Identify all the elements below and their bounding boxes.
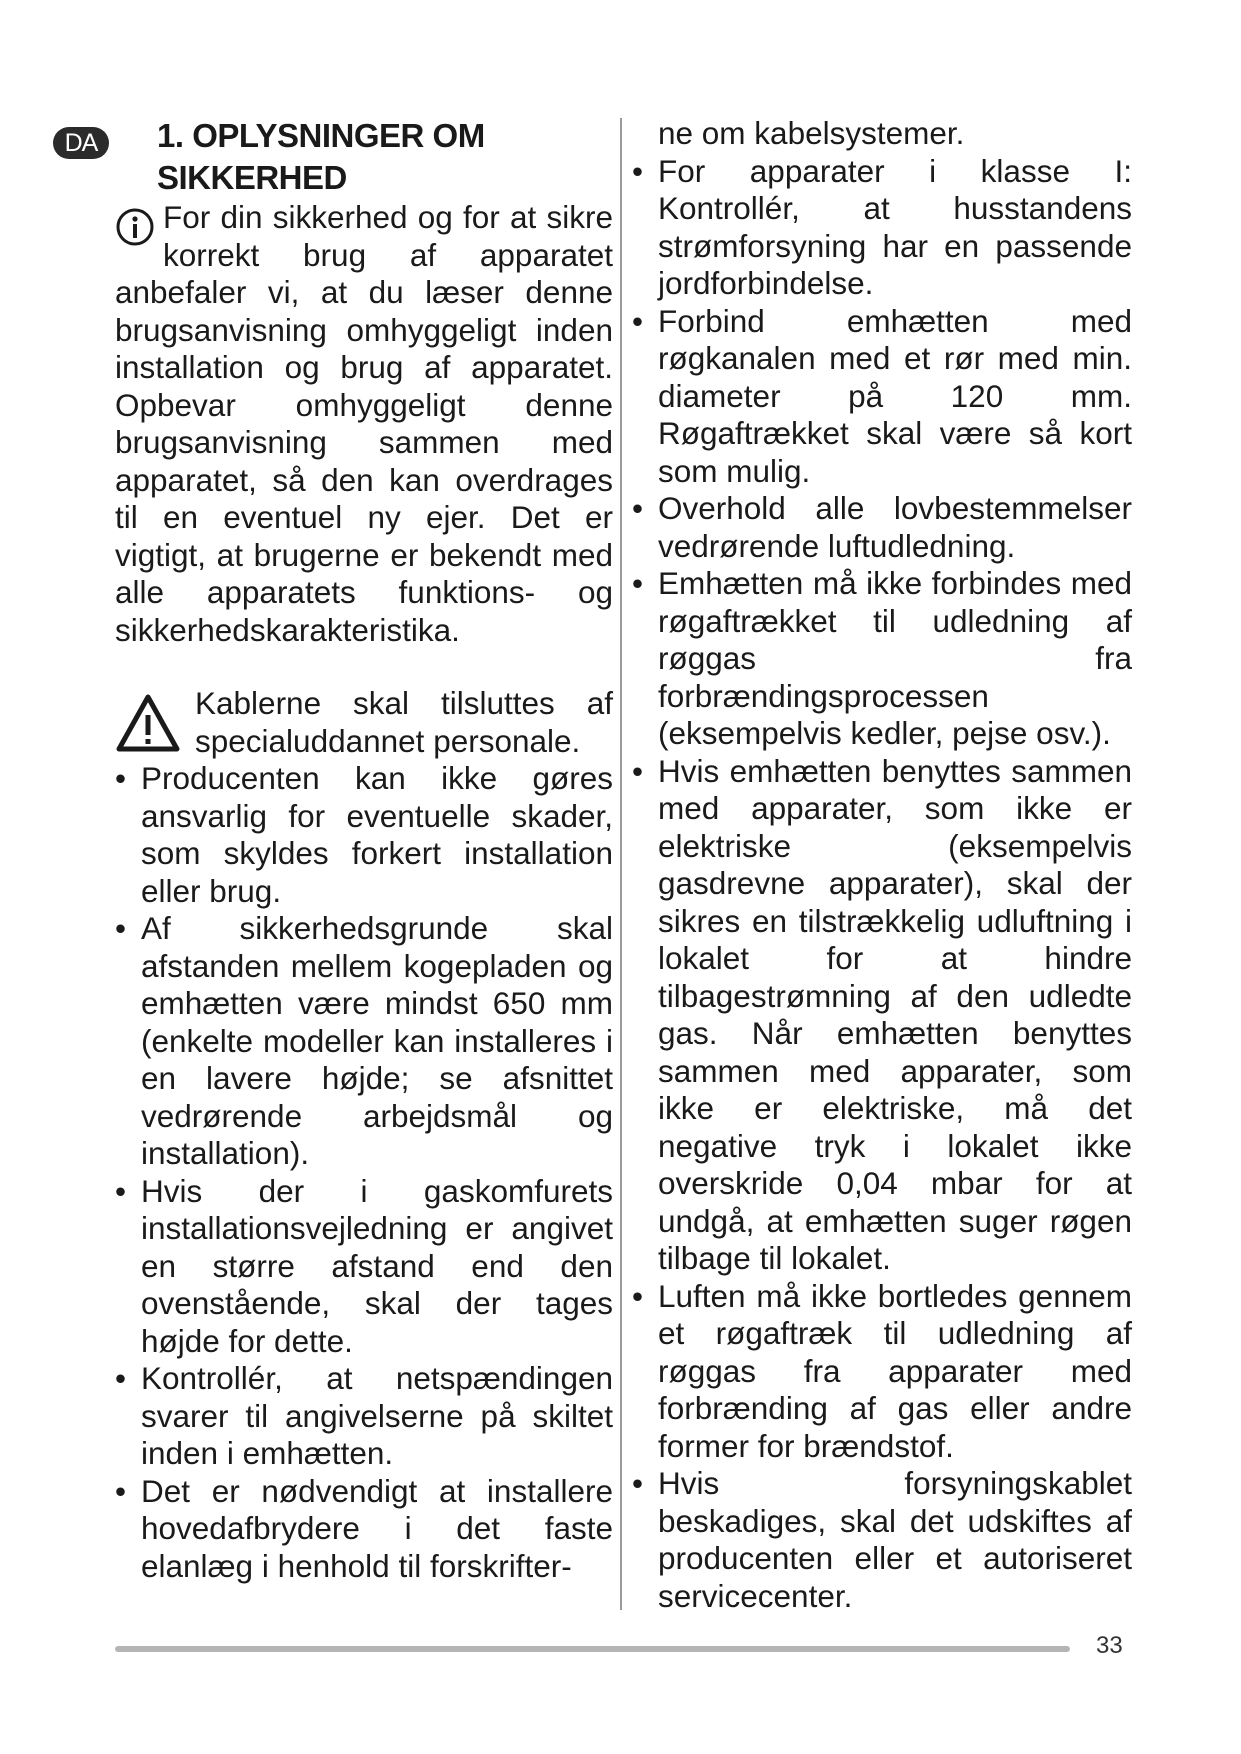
bullet-icon: •: [115, 910, 127, 946]
list-item: [632, 303, 1132, 491]
left-bullet-list: [115, 760, 613, 1585]
list-item: [115, 1173, 613, 1361]
bullet-icon: •: [115, 1360, 127, 1396]
warning-text: Kablerne skal tilsluttes af specialuddannet personale.: [195, 685, 613, 759]
intro-paragraph: [115, 199, 613, 649]
list-item: [115, 1473, 613, 1586]
bullet-icon: •: [632, 1465, 644, 1501]
warning-triangle-icon: [115, 693, 181, 753]
bullet-icon: •: [632, 302, 644, 339]
section-title-line1: 1. OPLYSNINGER OM: [157, 117, 485, 154]
bullet-icon: •: [115, 1172, 127, 1209]
bullet-icon: •: [632, 1277, 644, 1314]
list-item: [632, 753, 1132, 1278]
bullet-icon: •: [115, 1472, 127, 1509]
right-column: [632, 115, 1132, 1615]
warning-note: [115, 685, 613, 760]
bullet-icon: •: [115, 760, 127, 796]
column-divider: [620, 118, 622, 1610]
continued-text: ne om kabelsystemer.: [658, 115, 965, 151]
list-item: [632, 565, 1132, 753]
page-number: 33: [1096, 1632, 1123, 1659]
bullet-icon: •: [632, 565, 644, 601]
list-item: [115, 760, 613, 910]
list-item: [632, 490, 1132, 565]
left-column: [64, 115, 613, 1585]
list-item: [115, 1360, 613, 1473]
intro-text: For din sikkerhed og for at sikre korrekt brug af apparatet anbefaler vi, at du læser denne brugsanvisning omhyggeligt inden installation og brug af apparatet. Opbevar omhyggeligt denne brugsanvisning sammen med apparatet, så den kan overdrages til en eventuel ny ejer. Det er vigtigt, at brugerne er bekendt med alle apparatets funktions- og sikkerhedskarakteristika.: [115, 199, 613, 648]
footer-rule: [115, 1646, 1070, 1652]
list-item: [632, 153, 1132, 303]
list-item-text: Emhætten må ikke forbindes med røgaftrækket til udledning af røggas fra forbrændingsprocessen (eksempelvis kedler, pejse osv.).: [658, 565, 1132, 751]
list-item: [632, 1278, 1132, 1466]
section-title: [157, 115, 485, 199]
bullet-icon: •: [632, 490, 644, 526]
list-item-text: Af sikkerhedsgrunde skal afstanden mellem kogepladen og emhætten være mindst 650 mm (enkelte modeller kan installeres i en lavere højde; se afsnittet vedrørende arbejdsmål og installation).: [141, 910, 613, 1171]
right-bullet-list: [632, 153, 1132, 1616]
list-item-text: For apparater i klasse I: Kontrollér, at husstandens strømforsyning har en passende jordforbindelse.: [658, 152, 1132, 301]
list-item-text: Det er nødvendigt at installere hovedafbrydere i det faste elanlæg i henhold til forskrifter-: [141, 1472, 613, 1584]
list-item-text: Forbind emhætten med røgkanalen med et rør med min. diameter på 120 mm. Røgaftrækket skal være så kort som mulig.: [658, 302, 1132, 489]
list-item-text: Kontrollér, at netspændingen svarer til angivelserne på skiltet inden i emhætten.: [141, 1360, 613, 1471]
list-item-text: Hvis forsyningskablet beskadiges, skal det udskiftes af producenten eller et autoriseret servicecenter.: [658, 1465, 1132, 1614]
info-icon: [115, 207, 155, 247]
section-heading: [64, 115, 613, 199]
list-item-text: Overhold alle lovbestemmelser vedrørende luftudledning.: [658, 490, 1132, 564]
bullet-icon: •: [632, 752, 644, 789]
list-item: [115, 910, 613, 1173]
bullet-icon: •: [632, 152, 644, 189]
section-title-line2: SIKKERHED: [157, 159, 347, 196]
language-badge: DA: [53, 127, 109, 159]
list-item-text: Hvis der i gaskomfurets installationsvejledning er angivet en større afstand end den ovenstående, skal der tages højde for dette.: [141, 1172, 613, 1359]
list-item-text: Producenten kan ikke gøres ansvarlig for eventuelle skader, som skyldes forkert installation eller brug.: [141, 760, 613, 909]
list-item-text: Luften må ikke bortledes gennem et røgaftræk til udledning af røggas fra apparater med forbrænding af gas eller andre former for brændstof.: [658, 1277, 1132, 1464]
list-item-text: Hvis emhætten benyttes sammen med apparater, som ikke er elektriske (eksempelvis gasdrevne apparater), skal der sikres en tilstrækkelig udluftning i lokalet for at hindre tilbagestrømning af den udledte gas. Når emhætten benyttes sammen med apparater, som ikke er elektriske, må det negative tryk i lokalet ikke overskride 0,04 mbar for at undgå, at emhætten suger røgen tilbage til lokalet.: [658, 752, 1132, 1276]
list-item: [632, 1465, 1132, 1615]
